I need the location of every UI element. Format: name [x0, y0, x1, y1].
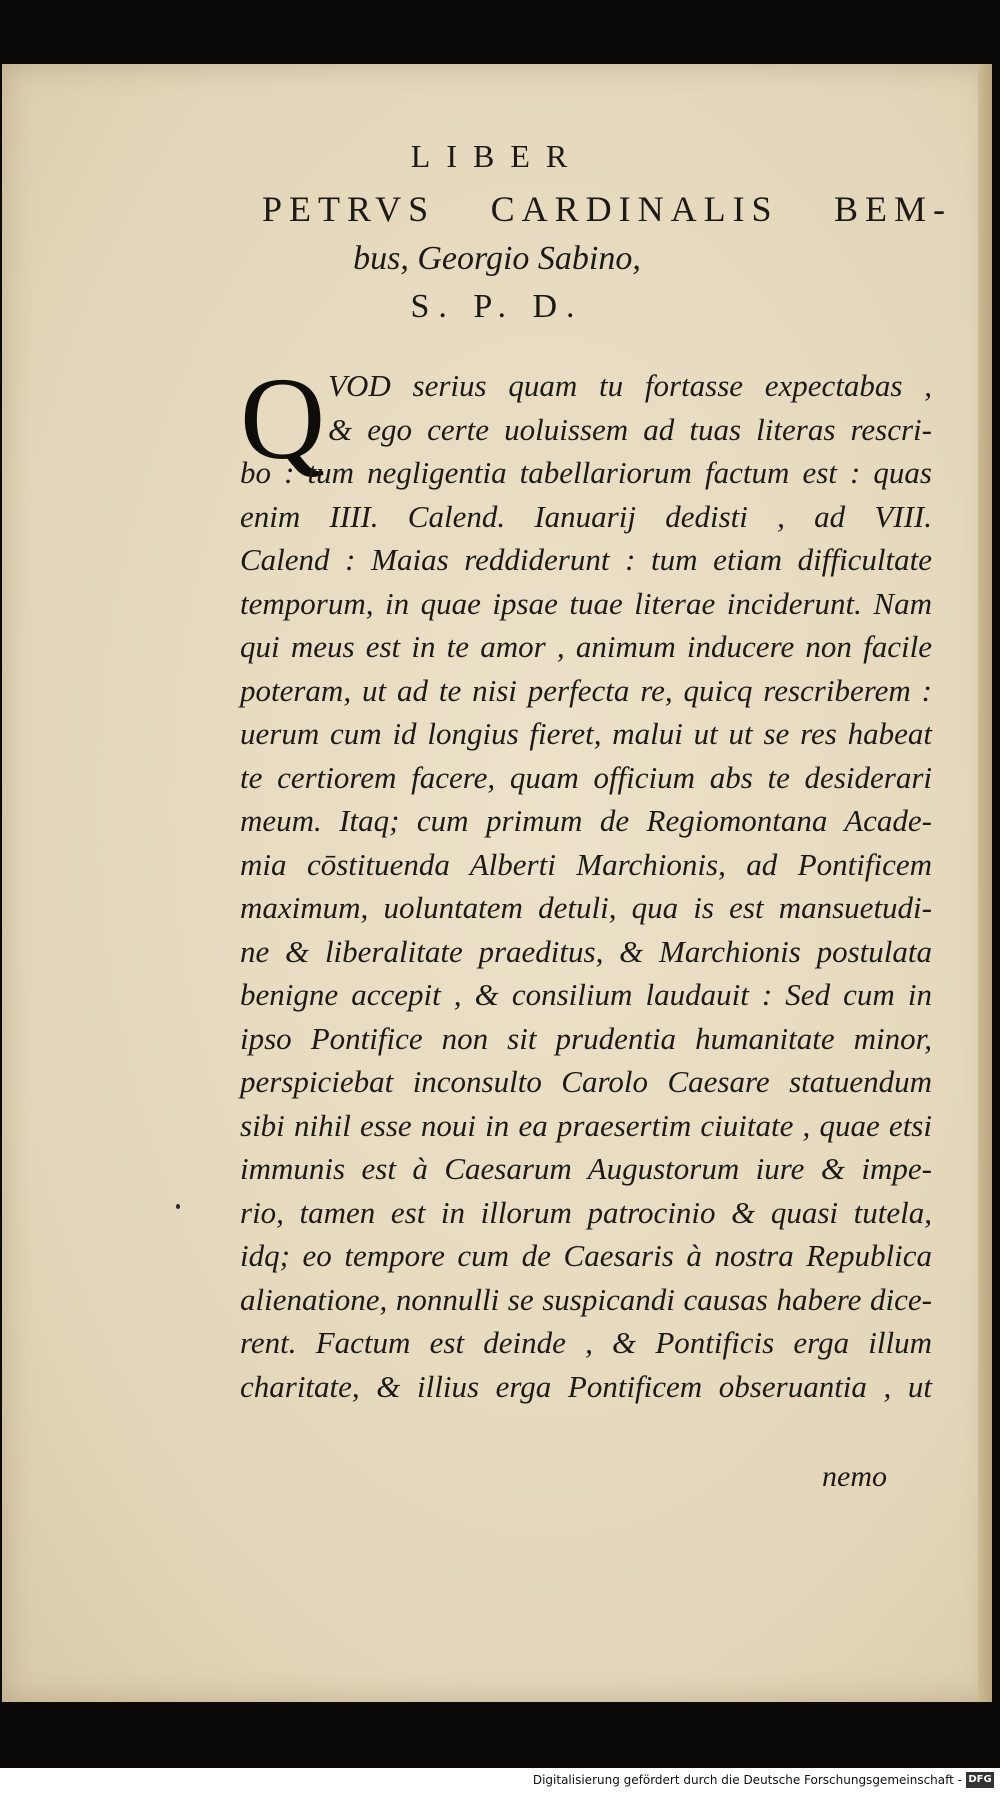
dfg-logo: DFG: [966, 1772, 994, 1788]
funding-note: Digitalisierung gefördert durch die Deutsche Forschungsgemeinschaft -: [532, 1773, 962, 1787]
salutation: S. P. D.: [410, 288, 584, 325]
text-line: mia cōstituenda Alberti Marchionis, ad Pontificem: [240, 846, 932, 882]
text-line: ne & liberalitate praeditus, & Marchionis postulata: [240, 933, 932, 969]
ink-speck: [176, 1204, 180, 1209]
text-line: sibi nihil esse noui in ea praesertim ciuitate , quae etsi: [240, 1107, 932, 1143]
text-line: bo : tum negligentia tabellariorum factum est : quas: [240, 455, 932, 490]
text-line: rent. Factum est deinde , & Pontificis erga illum: [240, 1325, 932, 1360]
text-line: uerum cum id longius fieret, malui ut ut se res habeat: [240, 716, 932, 751]
text-line: alienatione, nonnulli se suspicandi causas habere dice-: [240, 1281, 932, 1317]
text-line: te certiorem facere, quam officium abs te desiderari: [240, 759, 932, 795]
text-line: charitate, & illius erga Pontificem obseruantia , ut: [240, 1368, 932, 1404]
text-line: qui meus est in te amor , animum inducere non facile: [240, 629, 932, 664]
text-line: meum. Itaq; cum primum de Regiomontana Acade-: [240, 803, 932, 838]
text-line: poteram, ut ad te nisi perfecta re, quicq rescriberem :: [240, 672, 932, 708]
text-line: perspiciebat inconsulto Carolo Caesare statuendum: [240, 1064, 932, 1099]
digitization-footer: [0, 1768, 1000, 1794]
catchword: nemo: [822, 1460, 887, 1493]
running-header: LIBER: [410, 138, 584, 174]
letter-subtitle: bus, Georgio Sabino,: [353, 240, 641, 277]
text-line: enim IIII. Calend. Ianuarij dedisti , ad VIII.: [240, 498, 932, 534]
text-line: idq; eo tempore cum de Caesaris à nostra Republica: [240, 1238, 932, 1273]
text-line: benigne accepit , & consilium laudauit : Sed cum in: [240, 977, 932, 1012]
text-line: & ego certe uoluissem ad tuas literas rescri-: [328, 411, 932, 447]
book-page: [2, 64, 992, 1702]
text-line: VOD serius quam tu fortasse expectabas ,: [328, 368, 932, 403]
letter-title: PETRVS CARDINALIS BEM-: [262, 189, 952, 229]
text-line: immunis est à Caesarum Augustorum iure & impe-: [240, 1151, 932, 1186]
letter-body: [240, 364, 932, 1408]
text-line: maximum, uoluntatem detuli, qua is est mansuetudi-: [240, 890, 932, 925]
text-line: ipso Pontifice non sit prudentia humanitate minor,: [240, 1020, 932, 1056]
text-line: temporum, in quae ipsae tuae literae inciderunt. Nam: [240, 585, 932, 621]
text-line: rio, tamen est in illorum patrocinio & quasi tutela,: [240, 1194, 932, 1230]
drop-cap: Q: [240, 353, 326, 484]
text-line: Calend : Maias reddiderunt : tum etiam difficultate: [240, 542, 932, 577]
